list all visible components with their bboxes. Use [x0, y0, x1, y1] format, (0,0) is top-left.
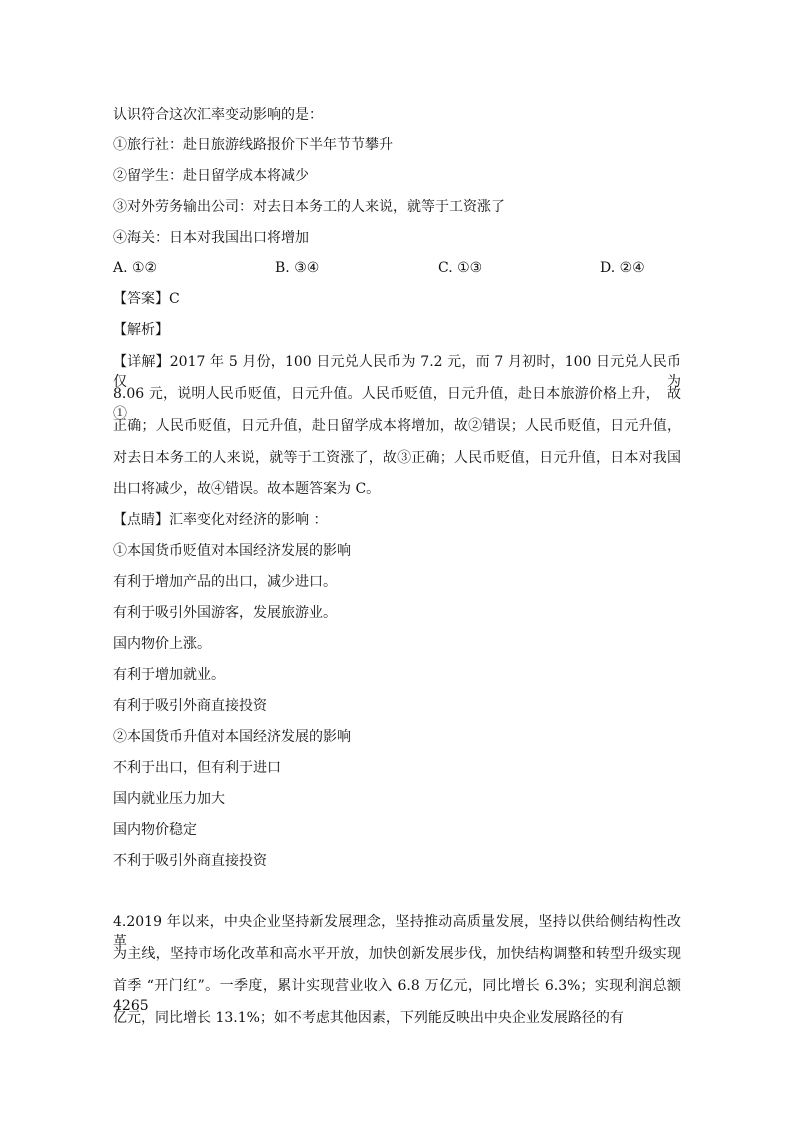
q4-line-2: 为主线，坚持市场化改革和高水平开放，加快创新发展步伐，加快结构调整和转型升级实现: [113, 946, 681, 962]
tip-line: 有利于吸引外商直接投资: [113, 698, 267, 714]
tip-heading: 【点睛】汇率变化对经济的影响 ：: [113, 512, 328, 528]
question-stem: 认识符合这次汇率变动影响的是：: [113, 107, 323, 123]
tip-line: ①本国货币贬值对本国经济发展的影响: [113, 543, 351, 559]
q4-line-3: 首季 “开门红”。一季度，累计实现营业收入 6.8 万亿元，同比增长 6.3%；实现利润总额 4265: [113, 978, 681, 1014]
analysis-heading: 【解析】: [113, 322, 169, 338]
option-c: C. ①③: [438, 260, 483, 276]
tip-line: 国内物价上涨。: [113, 636, 211, 652]
option-b: B. ③④: [275, 260, 320, 276]
q4-line-4: 亿元，同比增长 13.1%；如不考虑其他因素，下列能反映出中央企业发展路径的有: [113, 1010, 624, 1026]
q4-line-1: 4.2019 年以来，中央企业坚持新发展理念，坚持推动高质量发展，坚持以供给侧结构性改革: [113, 914, 681, 950]
statement-2: ②留学生：赴日留学成本将减少: [113, 168, 309, 184]
detail-line-3: 正确；人民币贬值，日元升值，赴日留学成本将增加，故②错误；人民币贬值，日元升值，: [113, 418, 681, 434]
tip-line: 有利于增加产品的出口，减少进口。: [113, 574, 337, 590]
option-a: A. ①②: [113, 260, 158, 276]
option-d: D. ②④: [600, 260, 645, 276]
statement-1: ①旅行社：赴日旅游线路报价下半年节节攀升: [113, 137, 393, 153]
answer-line: 【答案】C: [113, 291, 180, 307]
tip-line: 国内就业压力加大: [113, 791, 225, 807]
tip-line: 有利于吸引外国游客，发展旅游业。: [113, 605, 337, 621]
tip-line: 不利于出口，但有利于进口: [113, 760, 281, 776]
detail-line-4: 对去日本务工的人来说，就等于工资涨了，故③正确；人民币贬值，日元升值，日本对我国: [113, 450, 681, 466]
tip-line: 不利于吸引外商直接投资: [113, 853, 267, 869]
statement-4: ④海关：日本对我国出口将增加: [113, 230, 309, 246]
statement-3: ③对外劳务输出公司：对去日本务工的人来说，就等于工资涨了: [113, 199, 505, 215]
detail-line-2: 8.06 元，说明人民币贬值，日元升值。人民币贬值，日元升值，赴日本旅游价格上升， 故①: [113, 386, 681, 422]
tip-line: 有利于增加就业。: [113, 667, 225, 683]
detail-line-5: 出口将减少，故④错误。故本题答案为 C。: [113, 481, 381, 497]
detail-line-1: 【详解】2017 年 5 月份，100 日元兑人民币为 7.2 元，而 7 月初时，100 日元兑人民币仅为: [113, 354, 681, 390]
tip-line: 国内物价稳定: [113, 822, 197, 838]
tip-line: ②本国货币升值对本国经济发展的影响: [113, 729, 351, 745]
